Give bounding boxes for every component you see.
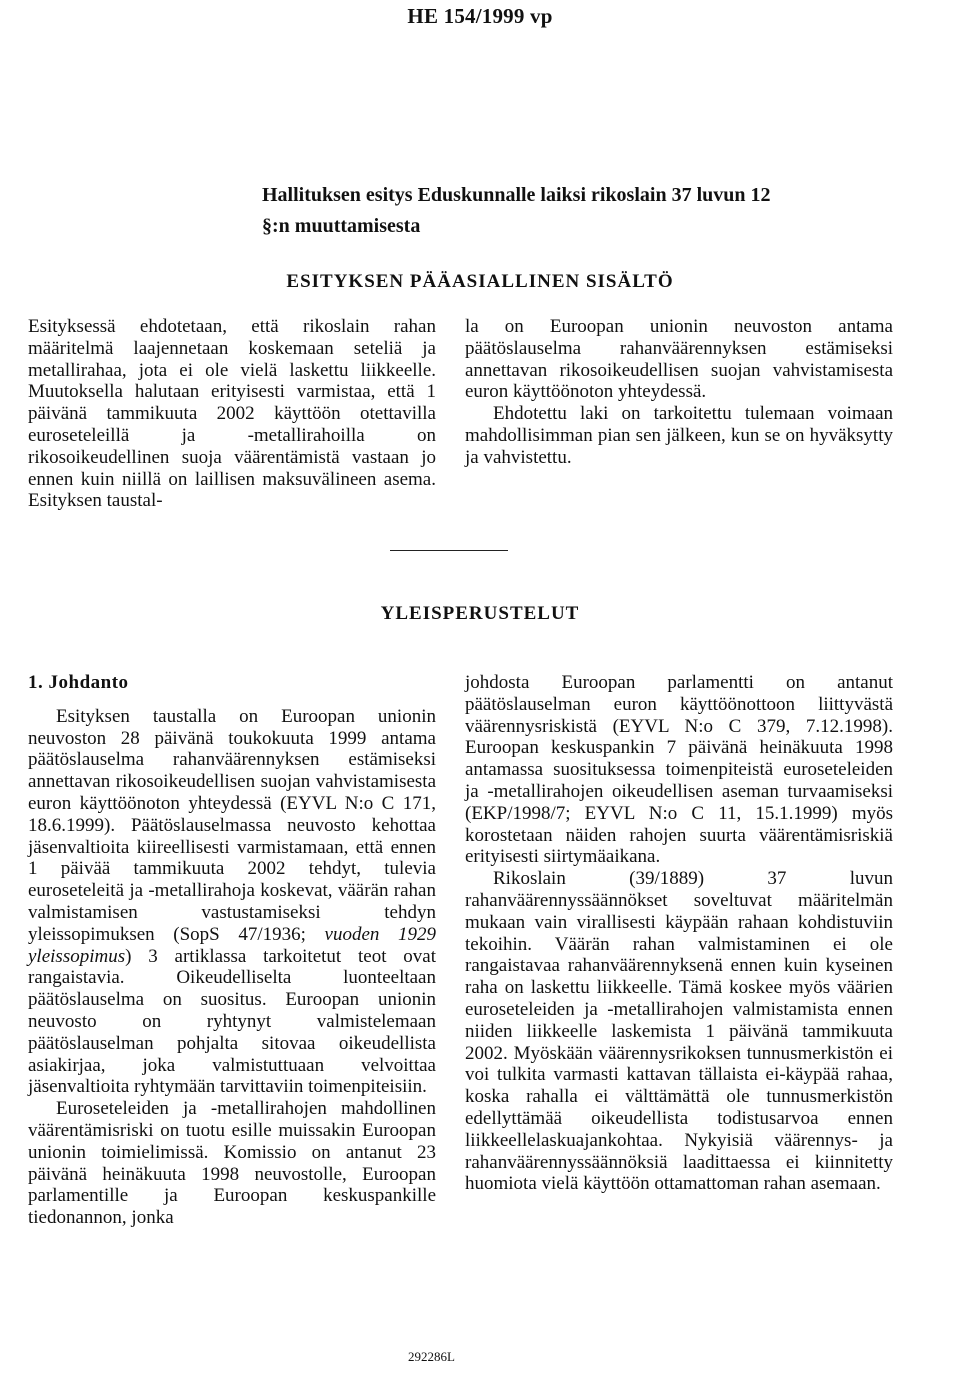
summary-paragraph-right-1: la on Euroopan unionin neuvoston antama päätöslauselma rahanväärennyksen estämiseksi annettavan rikosoikeudellisen suojan vahvistamisesta euron käyttöönoton yhteydessä. (465, 316, 893, 403)
summary-heading: ESITYKSEN PÄÄASIALLINEN SISÄLTÖ (286, 271, 674, 292)
summary-paragraph-right-2: Ehdotettu laki on tarkoitettu tulemaan voimaan mahdollisimman pian sen jälkeen, kun se on hyväksytty ja vahvistettu. (465, 403, 893, 468)
proposal-title-line-2: §:n muuttamisesta (262, 215, 421, 237)
introduction-right-column (465, 672, 893, 1195)
print-code-footer: 292286L (408, 1349, 455, 1364)
introduction-paragraph-3: johdosta Euroopan parlamentti on antanut päätöslauselman euron käyttöönottoon liittyvästä väärennysriskistä (EYVL N:o C 379, 7.12.1998). Euroopan keskuspankin 7 päivänä heinäkuuta 1998 antamassa suosituksessa toimenpiteistä euroseteleiden ja -metallirahojen oikeudellisen aseman turvaamiseksi (EKP/1998/7; EYVL N:o C 11, 15.1.1999) myös korostetaan näiden rahojen suurta väärentämisriskiä erityisesti siirtymäaikana. (465, 672, 893, 868)
introduction-paragraph-2: Euroseteleiden ja -metallirahojen mahdollinen väärentämisriski on tuotu esille muissakin Euroopan unionin toimielimissä. Komissio on antanut 23 päivänä heinäkuuta 1998 neuvostolle, Euroopan parlamentille ja Euroopan keskuspankille tiedonannon, jonka (28, 1098, 436, 1229)
introduction-paragraph-1-part-a: Esityksen taustalla on Euroopan unionin neuvoston 28 päivänä toukokuuta 1999 antama päätöslauselma rahanväärennyksen estämiseksi annettavan rikosoikeudellisen suojan vahvistamisesta euron käyttöönoton yhteydessä (EYVL N:o C 171, 18.6.1999). Päätöslauselmassa neuvosto kehottaa jäsenvaltioita kiireellisesti varmistamaan, että ennen 1 päivää tammikuuta 2002 tehdyt, tulevia euroseteleitä ja -metallirahoja koskevat, väärän rahan valmistamisen vastustamiseksi tehdyn yleissopimuksen (SopS 47/1936; (28, 705, 436, 945)
summary-paragraph-left: Esityksessä ehdotetaan, että rikoslain rahan määritelmä laajennetaan koskemaan seteliä ja metallirahaa, jota ei ole vielä laskettu liikkeelle. Muutoksella halutaan erityisesti varmistaa, että 1 päivänä tammikuuta 2002 käyttöön otettavilla euroseteleillä ja -metallirahoilla on rikosoikeudellinen suoja väärentämistä vastaan jo ennen kuin niillä on laillisen maksuvälineen asema. Esityksen taustal- (28, 316, 436, 512)
introduction-paragraph-1-part-b: ) 3 artiklassa tarkoitetut teot ovat rangaistavia. Oikeudelliselta luonteeltaan päätöslauselma on suositus. Euroopan unionin neuvosto on ryhtynyt valmistelemaan päätöslauselman pohjalta sitovaa oikeudellista asiakirjaa, joka valmistuttuaan velvoittaa jäsenvaltioita ryhtymään tarvittaviin toimenpiteisiin. (28, 945, 436, 1098)
introduction-left-column (28, 672, 436, 1229)
introduction-paragraph-1-italic: vuoden 1929 yleissopimus (28, 923, 436, 967)
proposal-title (262, 180, 902, 242)
document-id-header: HE 154/1999 vp (407, 4, 553, 28)
summary-right-column (465, 316, 893, 469)
proposal-title-line-1: Hallituksen esitys Eduskunnalle laiksi rikoslain 37 luvun 12 (262, 184, 771, 206)
introduction-paragraph-4: Rikoslain (39/1889) 37 luvun rahanväärennyssäännökset soveltuvat määritelmän mukaan vain virallisesti käypään rahaan kohdistuviin tekoihin. Väärän rahan valmistaminen ei ole rangaistavaa rahanväärennyksenä ennen kuin kyseinen raha on laskettu liikkeelle. Tämä koskee myös väärien euroseteleiden ja -metallirahojen valmistamista ennen niiden liikkeelle laskemista 1 päivänä tammikuuta 2002. Myöskään väärennysrikoksen tunnusmerkistön ei voi tulkita varmasti kattavan tällaista ei-käypää rahaa, koska rahalla ei välttämättä ole tunnusmerkistön edellyttämää oikeudellista todistusarvoa ennen liikkeellelaskuajankohtaa. Nykyisiä väärennys- ja rahanväärennyssäännöksiä laadittaessa ei kiinnitetty huomiota vielä käyttöön ottamattoman rahan asemaan. (465, 868, 893, 1195)
introduction-paragraph-1 (28, 706, 436, 1098)
introduction-subheading: 1. Johdanto (28, 672, 129, 693)
general-reasons-heading: YLEISPERUSTELUT (380, 603, 580, 624)
section-divider (390, 550, 508, 551)
summary-left-column (28, 316, 436, 512)
